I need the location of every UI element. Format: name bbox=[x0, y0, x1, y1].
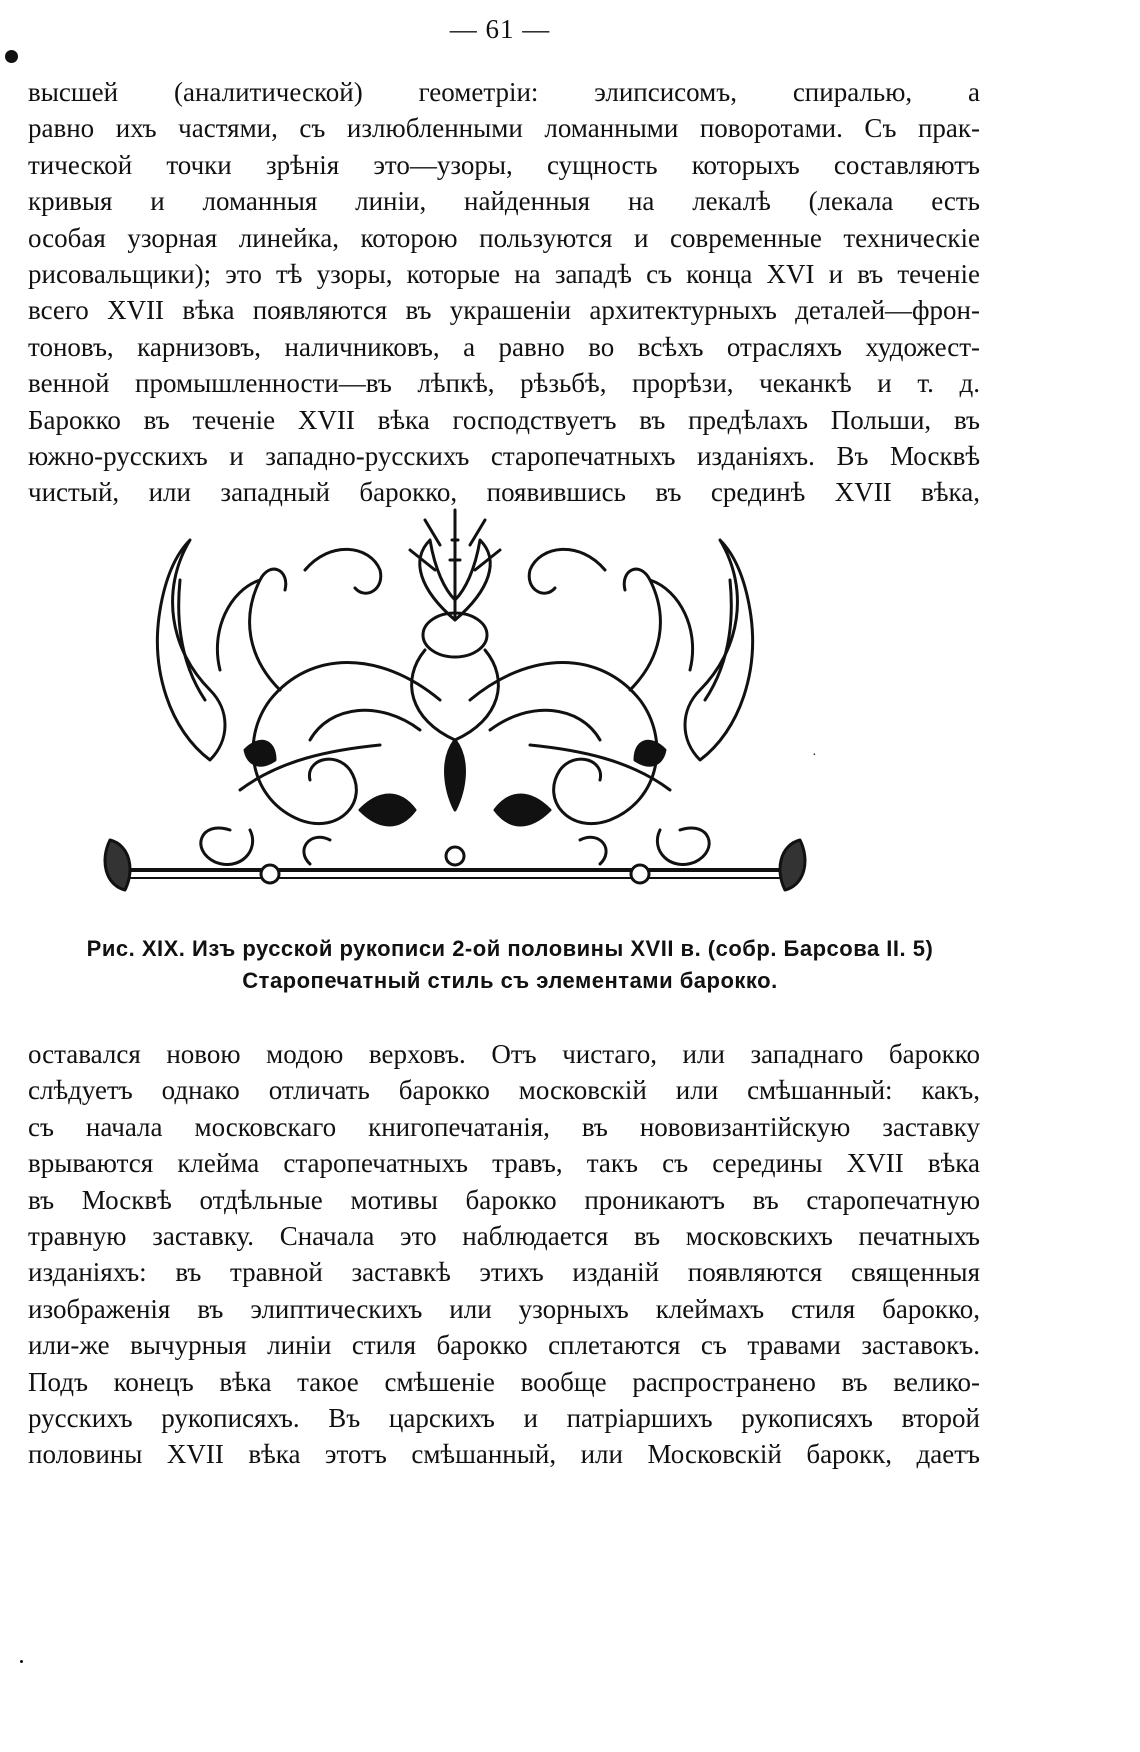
margin-speck bbox=[20, 1660, 23, 1663]
text-line: венной промышленности—въ лѣпкѣ, рѣзьбѣ, прорѣзи, чеканкѣ и т. д. bbox=[28, 368, 980, 399]
text-line: врываются клейма старопечатныхъ травъ, такъ съ середины XVII вѣка bbox=[28, 1148, 980, 1179]
figure-caption-line1: Рис. XIX. Изъ русской рукописи 2-ой половины XVII в. (собр. Барсова II. 5) bbox=[86, 936, 934, 961]
figure-caption-line2: Старопечатный стиль съ элементами барокко. bbox=[242, 968, 778, 993]
text-line: тоновъ, карнизовъ, наличниковъ, а равно во всѣхъ отрасляхъ художест- bbox=[28, 331, 980, 362]
page-number: — 61 — bbox=[449, 14, 551, 44]
text-line: равно ихъ частями, съ излюбленными ломанными поворотами. Съ прак- bbox=[28, 113, 980, 144]
text-line: тической точки зрѣнія это—узоры, сущность которыхъ составляютъ bbox=[28, 149, 980, 180]
text-line: травную заставку. Сначала это наблюдается въ московскихъ печатныхъ bbox=[28, 1220, 980, 1251]
text-line: оставался новою модою верховъ. Отъ чистаго, или западнаго барокко bbox=[28, 1039, 980, 1069]
text-line: половины XVII вѣка этотъ смѣшанный, или Московскій барокк, даетъ bbox=[28, 1439, 980, 1470]
text-line: высшей (аналитической) геометріи: элипсисомъ, спиралью, а bbox=[28, 77, 980, 107]
text-line: Подъ конецъ вѣка такое смѣшеніе вообще распространено въ велико- bbox=[28, 1366, 980, 1397]
stray-mark: · bbox=[812, 748, 817, 763]
top-paragraph bbox=[28, 74, 980, 511]
text-line: русскихъ рукописяхъ. Въ царскихъ и патріаршихъ рукописяхъ второй bbox=[28, 1402, 980, 1433]
text-line: съ начала московскаго книгопечатанія, въ нововизантійскую заставку bbox=[28, 1111, 980, 1142]
text-line: или-же вычурныя линіи стиля барокко сплетаются съ травами заставокъ. bbox=[28, 1330, 980, 1361]
text-line: изображенія въ элиптическихъ или узорныхъ клеймахъ стиля барокко, bbox=[28, 1293, 980, 1324]
text-line: Барокко въ теченіе XVII вѣка господствуетъ въ предѣлахъ Польши, въ bbox=[28, 404, 980, 435]
text-line: чистый, или западный барокко, появившись въ срединѣ XVII вѣка, bbox=[28, 477, 980, 508]
bottom-paragraph bbox=[28, 1036, 980, 1473]
text-line: всего XVII вѣка появляются въ украшеніи архитектурныхъ деталей—фрон- bbox=[28, 295, 980, 326]
text-line: слѣдуетъ однако отличать барокко московскій или смѣшанный: какъ, bbox=[28, 1075, 980, 1106]
text-line: рисовальщики); это тѣ узоры, которые на западѣ съ конца XVI и въ теченіе bbox=[28, 258, 980, 289]
text-line: въ Москвѣ отдѣльные мотивы барокко проникаютъ въ старопечатную bbox=[28, 1184, 980, 1215]
text-line: кривыя и ломанныя линіи, найденныя на лекалѣ (лекала есть bbox=[28, 186, 980, 217]
baroque-ornament-illustration bbox=[80, 500, 830, 920]
text-line: особая узорная линейка, которою пользуются и современные техническіе bbox=[28, 222, 980, 253]
text-line: южно-русскихъ и западно-русскихъ старопечатныхъ изданіяхъ. Въ Москвѣ bbox=[28, 440, 980, 471]
margin-dot bbox=[5, 50, 18, 63]
text-line: изданіяхъ: въ травной заставкѣ этихъ изданій появляются священныя bbox=[28, 1257, 980, 1288]
